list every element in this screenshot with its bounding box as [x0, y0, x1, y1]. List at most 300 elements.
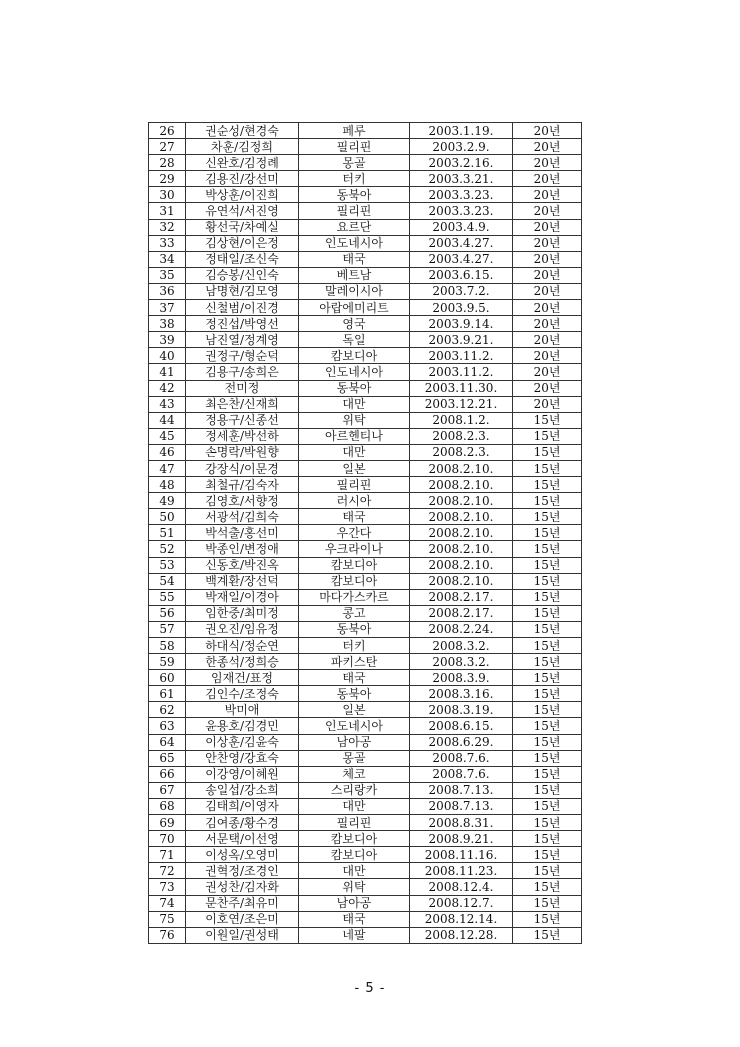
country-cell: 남아공 — [299, 734, 410, 750]
table-row — [149, 171, 582, 187]
years-served-cell: 15년 — [513, 686, 582, 702]
member-names-cell: 박상훈/이진희 — [186, 187, 299, 203]
country-cell: 페루 — [299, 123, 410, 139]
date-cell: 2008.11.16. — [410, 847, 513, 863]
row-number-cell: 42 — [149, 380, 186, 396]
country-cell: 동북아 — [299, 621, 410, 637]
date-cell: 2008.2.10. — [410, 509, 513, 525]
member-names-cell: 유연석/서진영 — [186, 203, 299, 219]
years-served-cell: 20년 — [513, 219, 582, 235]
years-served-cell: 15년 — [513, 509, 582, 525]
years-served-cell: 15년 — [513, 541, 582, 557]
member-names-cell: 강장식/이문경 — [186, 460, 299, 476]
years-served-cell: 15년 — [513, 863, 582, 879]
years-served-cell: 20년 — [513, 123, 582, 139]
row-number-cell: 37 — [149, 300, 186, 316]
country-cell: 영국 — [299, 316, 410, 332]
table-row — [149, 300, 582, 316]
years-served-cell: 20년 — [513, 235, 582, 251]
date-cell: 2008.3.9. — [410, 670, 513, 686]
country-cell: 대만 — [299, 396, 410, 412]
row-number-cell: 60 — [149, 670, 186, 686]
row-number-cell: 67 — [149, 782, 186, 798]
country-cell: 인도네시아 — [299, 364, 410, 380]
country-cell: 몽골 — [299, 750, 410, 766]
years-served-cell: 15년 — [513, 477, 582, 493]
date-cell: 2008.12.14. — [410, 911, 513, 927]
table-row — [149, 557, 582, 573]
row-number-cell: 32 — [149, 219, 186, 235]
date-cell: 2003.2.16. — [410, 155, 513, 171]
member-names-cell: 정세훈/박선하 — [186, 428, 299, 444]
row-number-cell: 57 — [149, 621, 186, 637]
date-cell: 2008.2.3. — [410, 428, 513, 444]
row-number-cell: 45 — [149, 428, 186, 444]
date-cell: 2008.11.23. — [410, 863, 513, 879]
table-row — [149, 702, 582, 718]
date-cell: 2008.2.10. — [410, 477, 513, 493]
country-cell: 터키 — [299, 638, 410, 654]
table-row — [149, 428, 582, 444]
country-cell: 베트남 — [299, 267, 410, 283]
row-number-cell: 35 — [149, 267, 186, 283]
table-row — [149, 477, 582, 493]
country-cell: 동북아 — [299, 380, 410, 396]
table-row — [149, 219, 582, 235]
table-row — [149, 605, 582, 621]
country-cell: 남아공 — [299, 895, 410, 911]
table-row — [149, 155, 582, 171]
row-number-cell: 52 — [149, 541, 186, 557]
years-served-cell: 20년 — [513, 251, 582, 267]
table-row — [149, 766, 582, 782]
table-row — [149, 798, 582, 814]
member-names-cell: 정태일/조신숙 — [186, 251, 299, 267]
table-row — [149, 654, 582, 670]
country-cell: 일본 — [299, 702, 410, 718]
years-served-cell: 20년 — [513, 316, 582, 332]
member-names-cell: 송일섭/강소희 — [186, 782, 299, 798]
row-number-cell: 46 — [149, 444, 186, 460]
member-names-cell: 권성찬/김자화 — [186, 879, 299, 895]
row-number-cell: 62 — [149, 702, 186, 718]
years-served-cell: 15년 — [513, 493, 582, 509]
row-number-cell: 36 — [149, 283, 186, 299]
years-served-cell: 15년 — [513, 831, 582, 847]
country-cell: 캄보디아 — [299, 831, 410, 847]
row-number-cell: 59 — [149, 654, 186, 670]
years-served-cell: 20년 — [513, 300, 582, 316]
member-names-cell: 박미애 — [186, 702, 299, 718]
row-number-cell: 43 — [149, 396, 186, 412]
member-names-cell: 권순성/현경숙 — [186, 123, 299, 139]
years-served-cell: 15년 — [513, 750, 582, 766]
date-cell: 2003.3.23. — [410, 203, 513, 219]
table-row — [149, 348, 582, 364]
table-row — [149, 686, 582, 702]
date-cell: 2008.6.29. — [410, 734, 513, 750]
row-number-cell: 70 — [149, 831, 186, 847]
page-number: - 5 - — [354, 981, 386, 996]
years-served-cell: 20년 — [513, 155, 582, 171]
years-served-cell: 15년 — [513, 895, 582, 911]
roster-table — [148, 122, 582, 944]
years-served-cell: 15년 — [513, 718, 582, 734]
table-row — [149, 863, 582, 879]
date-cell: 2008.2.10. — [410, 541, 513, 557]
years-served-cell: 15년 — [513, 573, 582, 589]
date-cell: 2008.3.2. — [410, 654, 513, 670]
member-names-cell: 하대식/정순연 — [186, 638, 299, 654]
member-names-cell: 권오진/임유정 — [186, 621, 299, 637]
date-cell: 2003.3.23. — [410, 187, 513, 203]
member-names-cell: 임한중/최미정 — [186, 605, 299, 621]
row-number-cell: 71 — [149, 847, 186, 863]
row-number-cell: 58 — [149, 638, 186, 654]
country-cell: 네팔 — [299, 927, 410, 943]
member-names-cell: 남진열/정계영 — [186, 332, 299, 348]
member-names-cell: 최은찬/신재희 — [186, 396, 299, 412]
table-row — [149, 412, 582, 428]
member-names-cell: 이원일/권성태 — [186, 927, 299, 943]
country-cell: 인도네시아 — [299, 235, 410, 251]
date-cell: 2008.12.4. — [410, 879, 513, 895]
date-cell: 2008.7.13. — [410, 782, 513, 798]
row-number-cell: 27 — [149, 139, 186, 155]
date-cell: 2008.7.6. — [410, 750, 513, 766]
years-served-cell: 20년 — [513, 283, 582, 299]
row-number-cell: 31 — [149, 203, 186, 219]
member-names-cell: 이성옥/오영미 — [186, 847, 299, 863]
date-cell: 2003.2.9. — [410, 139, 513, 155]
country-cell: 우크라이나 — [299, 541, 410, 557]
date-cell: 2003.11.2. — [410, 364, 513, 380]
table-row — [149, 139, 582, 155]
country-cell: 콩고 — [299, 605, 410, 621]
row-number-cell: 33 — [149, 235, 186, 251]
country-cell: 위탁 — [299, 412, 410, 428]
date-cell: 2008.12.28. — [410, 927, 513, 943]
member-names-cell: 김상현/이은정 — [186, 235, 299, 251]
table-row — [149, 638, 582, 654]
table-row — [149, 396, 582, 412]
table-row — [149, 573, 582, 589]
date-cell: 2003.7.2. — [410, 283, 513, 299]
row-number-cell: 65 — [149, 750, 186, 766]
member-names-cell: 서광석/김희숙 — [186, 509, 299, 525]
years-served-cell: 15년 — [513, 412, 582, 428]
date-cell: 2003.9.5. — [410, 300, 513, 316]
row-number-cell: 73 — [149, 879, 186, 895]
country-cell: 캄보디아 — [299, 348, 410, 364]
country-cell: 러시아 — [299, 493, 410, 509]
member-names-cell: 이강영/이혜원 — [186, 766, 299, 782]
date-cell: 2003.4.27. — [410, 251, 513, 267]
table-row — [149, 718, 582, 734]
member-names-cell: 김용구/송희은 — [186, 364, 299, 380]
table-row — [149, 460, 582, 476]
years-served-cell: 20년 — [513, 380, 582, 396]
row-number-cell: 72 — [149, 863, 186, 879]
years-served-cell: 15년 — [513, 782, 582, 798]
years-served-cell: 15년 — [513, 460, 582, 476]
date-cell: 2008.1.2. — [410, 412, 513, 428]
row-number-cell: 49 — [149, 493, 186, 509]
roster-table-body — [149, 123, 582, 944]
date-cell: 2008.2.10. — [410, 460, 513, 476]
country-cell: 터키 — [299, 171, 410, 187]
table-row — [149, 541, 582, 557]
table-row — [149, 380, 582, 396]
country-cell: 스리랑카 — [299, 782, 410, 798]
row-number-cell: 41 — [149, 364, 186, 380]
row-number-cell: 28 — [149, 155, 186, 171]
country-cell: 말레이시아 — [299, 283, 410, 299]
member-names-cell: 윤용호/김경민 — [186, 718, 299, 734]
country-cell: 동북아 — [299, 686, 410, 702]
row-number-cell: 30 — [149, 187, 186, 203]
member-names-cell: 박석출/홍선미 — [186, 525, 299, 541]
member-names-cell: 김인수/조정숙 — [186, 686, 299, 702]
table-row — [149, 895, 582, 911]
country-cell: 필리핀 — [299, 477, 410, 493]
date-cell: 2003.1.19. — [410, 123, 513, 139]
date-cell: 2008.3.2. — [410, 638, 513, 654]
table-row — [149, 509, 582, 525]
table-row — [149, 187, 582, 203]
years-served-cell: 15년 — [513, 525, 582, 541]
table-row — [149, 316, 582, 332]
country-cell: 필리핀 — [299, 815, 410, 831]
date-cell: 2008.6.15. — [410, 718, 513, 734]
member-names-cell: 남명현/김모영 — [186, 283, 299, 299]
table-row — [149, 364, 582, 380]
row-number-cell: 74 — [149, 895, 186, 911]
row-number-cell: 50 — [149, 509, 186, 525]
member-names-cell: 정진섭/박영선 — [186, 316, 299, 332]
row-number-cell: 38 — [149, 316, 186, 332]
row-number-cell: 54 — [149, 573, 186, 589]
row-number-cell: 44 — [149, 412, 186, 428]
member-names-cell: 정용구/신종선 — [186, 412, 299, 428]
country-cell: 체코 — [299, 766, 410, 782]
years-served-cell: 15년 — [513, 428, 582, 444]
date-cell: 2008.12.7. — [410, 895, 513, 911]
member-names-cell: 김여종/황수경 — [186, 815, 299, 831]
date-cell: 2008.2.3. — [410, 444, 513, 460]
date-cell: 2008.2.24. — [410, 621, 513, 637]
table-row — [149, 267, 582, 283]
country-cell: 아랍에미리트 — [299, 300, 410, 316]
years-served-cell: 20년 — [513, 171, 582, 187]
row-number-cell: 63 — [149, 718, 186, 734]
country-cell: 독일 — [299, 332, 410, 348]
member-names-cell: 황선국/차예실 — [186, 219, 299, 235]
date-cell: 2008.2.10. — [410, 493, 513, 509]
member-names-cell: 신동호/박진옥 — [186, 557, 299, 573]
years-served-cell: 15년 — [513, 879, 582, 895]
table-row — [149, 847, 582, 863]
row-number-cell: 34 — [149, 251, 186, 267]
row-number-cell: 61 — [149, 686, 186, 702]
row-number-cell: 47 — [149, 460, 186, 476]
country-cell: 필리핀 — [299, 203, 410, 219]
row-number-cell: 55 — [149, 589, 186, 605]
country-cell: 일본 — [299, 460, 410, 476]
date-cell: 2008.2.10. — [410, 525, 513, 541]
country-cell: 몽골 — [299, 155, 410, 171]
table-row — [149, 444, 582, 460]
row-number-cell: 64 — [149, 734, 186, 750]
country-cell: 마다가스카르 — [299, 589, 410, 605]
date-cell: 2003.4.27. — [410, 235, 513, 251]
years-served-cell: 15년 — [513, 798, 582, 814]
member-names-cell: 서문택/이선영 — [186, 831, 299, 847]
years-served-cell: 15년 — [513, 815, 582, 831]
years-served-cell: 15년 — [513, 766, 582, 782]
row-number-cell: 53 — [149, 557, 186, 573]
country-cell: 캄보디아 — [299, 573, 410, 589]
years-served-cell: 15년 — [513, 734, 582, 750]
country-cell: 태국 — [299, 670, 410, 686]
table-row — [149, 123, 582, 139]
date-cell: 2003.6.15. — [410, 267, 513, 283]
member-names-cell: 안찬영/강효숙 — [186, 750, 299, 766]
date-cell: 2008.2.17. — [410, 605, 513, 621]
table-row — [149, 235, 582, 251]
row-number-cell: 48 — [149, 477, 186, 493]
date-cell: 2008.7.6. — [410, 766, 513, 782]
years-served-cell: 15년 — [513, 927, 582, 943]
country-cell: 우간다 — [299, 525, 410, 541]
country-cell: 동북아 — [299, 187, 410, 203]
member-names-cell: 신완호/김정례 — [186, 155, 299, 171]
member-names-cell: 김태희/이영자 — [186, 798, 299, 814]
table-row — [149, 734, 582, 750]
member-names-cell: 신철범/이진경 — [186, 300, 299, 316]
date-cell: 2003.11.2. — [410, 348, 513, 364]
country-cell: 태국 — [299, 911, 410, 927]
country-cell: 태국 — [299, 251, 410, 267]
country-cell: 대만 — [299, 798, 410, 814]
row-number-cell: 69 — [149, 815, 186, 831]
years-served-cell: 15년 — [513, 589, 582, 605]
row-number-cell: 40 — [149, 348, 186, 364]
table-row — [149, 831, 582, 847]
table-row — [149, 911, 582, 927]
date-cell: 2003.4.9. — [410, 219, 513, 235]
member-names-cell: 이상훈/김윤숙 — [186, 734, 299, 750]
member-names-cell: 한종석/정희승 — [186, 654, 299, 670]
row-number-cell: 75 — [149, 911, 186, 927]
date-cell: 2008.2.10. — [410, 573, 513, 589]
date-cell: 2008.9.21. — [410, 831, 513, 847]
years-served-cell: 15년 — [513, 847, 582, 863]
date-cell: 2008.3.19. — [410, 702, 513, 718]
years-served-cell: 15년 — [513, 621, 582, 637]
country-cell: 필리핀 — [299, 139, 410, 155]
years-served-cell: 15년 — [513, 670, 582, 686]
date-cell: 2008.7.13. — [410, 798, 513, 814]
row-number-cell: 26 — [149, 123, 186, 139]
country-cell: 태국 — [299, 509, 410, 525]
member-names-cell: 최철규/김숙자 — [186, 477, 299, 493]
row-number-cell: 39 — [149, 332, 186, 348]
table-row — [149, 815, 582, 831]
years-served-cell: 15년 — [513, 638, 582, 654]
table-row — [149, 525, 582, 541]
table-row — [149, 589, 582, 605]
country-cell: 대만 — [299, 444, 410, 460]
member-names-cell: 김용진/강선미 — [186, 171, 299, 187]
years-served-cell: 20년 — [513, 396, 582, 412]
country-cell: 캄보디아 — [299, 847, 410, 863]
years-served-cell: 15년 — [513, 605, 582, 621]
date-cell: 2008.2.10. — [410, 557, 513, 573]
table-row — [149, 670, 582, 686]
years-served-cell: 20년 — [513, 348, 582, 364]
member-names-cell: 전미정 — [186, 380, 299, 396]
row-number-cell: 76 — [149, 927, 186, 943]
table-row — [149, 621, 582, 637]
country-cell: 아르헨티나 — [299, 428, 410, 444]
table-row — [149, 879, 582, 895]
table-row — [149, 203, 582, 219]
years-served-cell: 20년 — [513, 187, 582, 203]
country-cell: 캄보디아 — [299, 557, 410, 573]
member-names-cell: 김승봉/신인숙 — [186, 267, 299, 283]
years-served-cell: 20년 — [513, 139, 582, 155]
row-number-cell: 56 — [149, 605, 186, 621]
years-served-cell: 20년 — [513, 267, 582, 283]
table-row — [149, 251, 582, 267]
years-served-cell: 15년 — [513, 557, 582, 573]
table-row — [149, 493, 582, 509]
date-cell: 2008.3.16. — [410, 686, 513, 702]
years-served-cell: 20년 — [513, 203, 582, 219]
country-cell: 파키스탄 — [299, 654, 410, 670]
member-names-cell: 이호연/조은미 — [186, 911, 299, 927]
member-names-cell: 손명락/박원향 — [186, 444, 299, 460]
table-row — [149, 927, 582, 943]
member-names-cell: 김영호/서향정 — [186, 493, 299, 509]
member-names-cell: 백계환/장선덕 — [186, 573, 299, 589]
member-names-cell: 문찬주/최유미 — [186, 895, 299, 911]
date-cell: 2003.11.30. — [410, 380, 513, 396]
table-row — [149, 750, 582, 766]
row-number-cell: 29 — [149, 171, 186, 187]
years-served-cell: 20년 — [513, 364, 582, 380]
member-names-cell: 박재일/이경아 — [186, 589, 299, 605]
date-cell: 2003.3.21. — [410, 171, 513, 187]
country-cell: 요르단 — [299, 219, 410, 235]
member-names-cell: 권정구/형순덕 — [186, 348, 299, 364]
row-number-cell: 68 — [149, 798, 186, 814]
member-names-cell: 박종인/변정애 — [186, 541, 299, 557]
years-served-cell: 20년 — [513, 332, 582, 348]
date-cell: 2008.2.17. — [410, 589, 513, 605]
date-cell: 2003.12.21. — [410, 396, 513, 412]
date-cell: 2003.9.14. — [410, 316, 513, 332]
years-served-cell: 15년 — [513, 911, 582, 927]
country-cell: 대만 — [299, 863, 410, 879]
years-served-cell: 15년 — [513, 444, 582, 460]
date-cell: 2008.8.31. — [410, 815, 513, 831]
row-number-cell: 66 — [149, 766, 186, 782]
member-names-cell: 권혁정/조경인 — [186, 863, 299, 879]
member-names-cell: 임재건/표정 — [186, 670, 299, 686]
row-number-cell: 51 — [149, 525, 186, 541]
